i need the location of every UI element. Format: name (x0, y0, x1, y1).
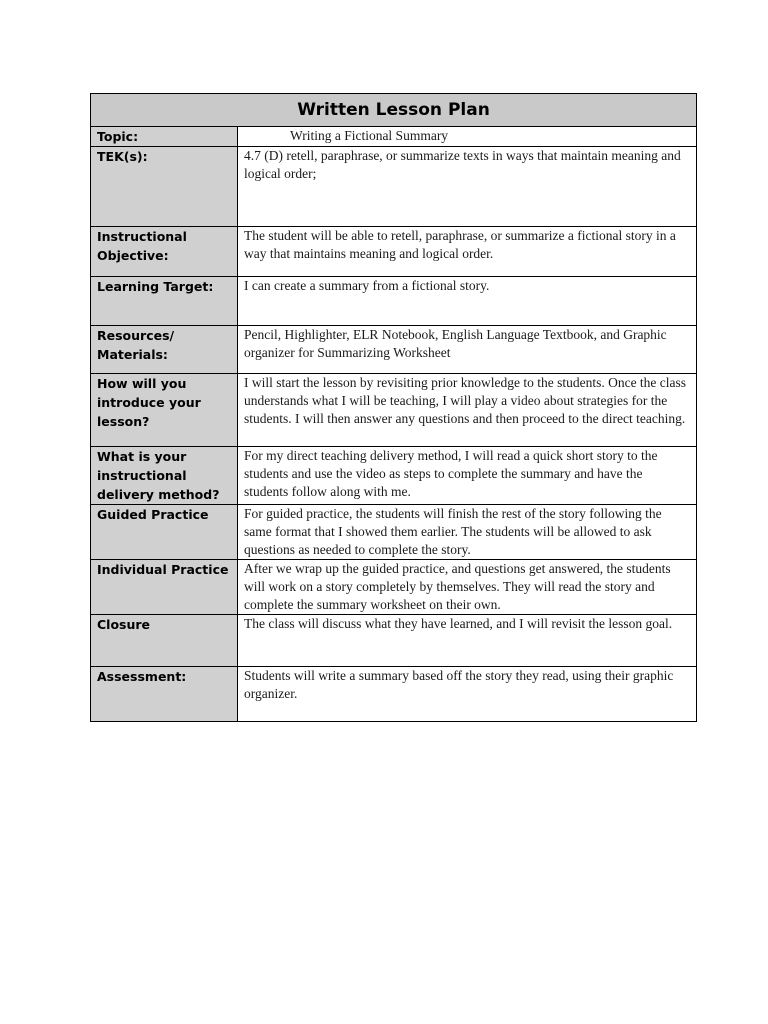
table-row-learning-target (91, 277, 697, 326)
table-row-introduction (91, 374, 697, 447)
row-label-topic: Topic: (91, 127, 238, 147)
row-value-learning-target: I can create a summary from a fictional story. (238, 277, 697, 326)
row-value-assessment: Students will write a summary based off the story they read, using their graphic organizer. (238, 667, 697, 722)
table-row-resources (91, 326, 697, 374)
table-row-individual-practice (91, 560, 697, 615)
row-label-introduction: How will you introduce your lesson? (91, 374, 238, 447)
title-row (91, 94, 697, 127)
row-label-delivery-method: What is your instructional delivery method? (91, 447, 238, 505)
row-label-individual-practice: Individual Practice (91, 560, 238, 615)
table-row-topic (91, 127, 697, 147)
row-label-resources: Resources/ Materials: (91, 326, 238, 374)
document-title: Written Lesson Plan (91, 94, 697, 127)
row-value-teks: 4.7 (D) retell, paraphrase, or summarize texts in ways that maintain meaning and logical order; (238, 147, 697, 227)
row-label-learning-target: Learning Target: (91, 277, 238, 326)
row-value-objective: The student will be able to retell, paraphrase, or summarize a fictional story in a way that maintains meaning and logical order. (238, 227, 697, 277)
row-value-guided-practice: For guided practice, the students will finish the rest of the story following the same format that I showed them earlier. The students will be allowed to ask questions as needed to complete the story. (238, 505, 697, 560)
row-label-guided-practice: Guided Practice (91, 505, 238, 560)
table-row-teks (91, 147, 697, 227)
row-label-closure: Closure (91, 615, 238, 667)
row-value-introduction: I will start the lesson by revisiting prior knowledge to the students. Once the class understands what I will be teaching, I will play a video about strategies for the students. I will then answer any questions and then proceed to the direct teaching. (238, 374, 697, 447)
table-row-delivery-method (91, 447, 697, 505)
row-value-delivery-method: For my direct teaching delivery method, I will read a quick short story to the students and use the video as steps to complete the summary and have the students follow along with me. (238, 447, 697, 505)
table-row-objective (91, 227, 697, 277)
row-value-individual-practice: After we wrap up the guided practice, and questions get answered, the students will work on a story completely by themselves. They will read the story and complete the summary worksheet on their own. (238, 560, 697, 615)
row-value-topic: Writing a Fictional Summary (238, 127, 697, 147)
table-row-closure (91, 615, 697, 667)
row-label-assessment: Assessment: (91, 667, 238, 722)
row-label-teks: TEK(s): (91, 147, 238, 227)
table-row-assessment (91, 667, 697, 722)
row-value-resources: Pencil, Highlighter, ELR Notebook, English Language Textbook, and Graphic organizer for Summarizing Worksheet (238, 326, 697, 374)
row-label-objective: Instructional Objective: (91, 227, 238, 277)
row-value-closure: The class will discuss what they have learned, and I will revisit the lesson goal. (238, 615, 697, 667)
lesson-plan-table (90, 93, 697, 722)
table-row-guided-practice (91, 505, 697, 560)
